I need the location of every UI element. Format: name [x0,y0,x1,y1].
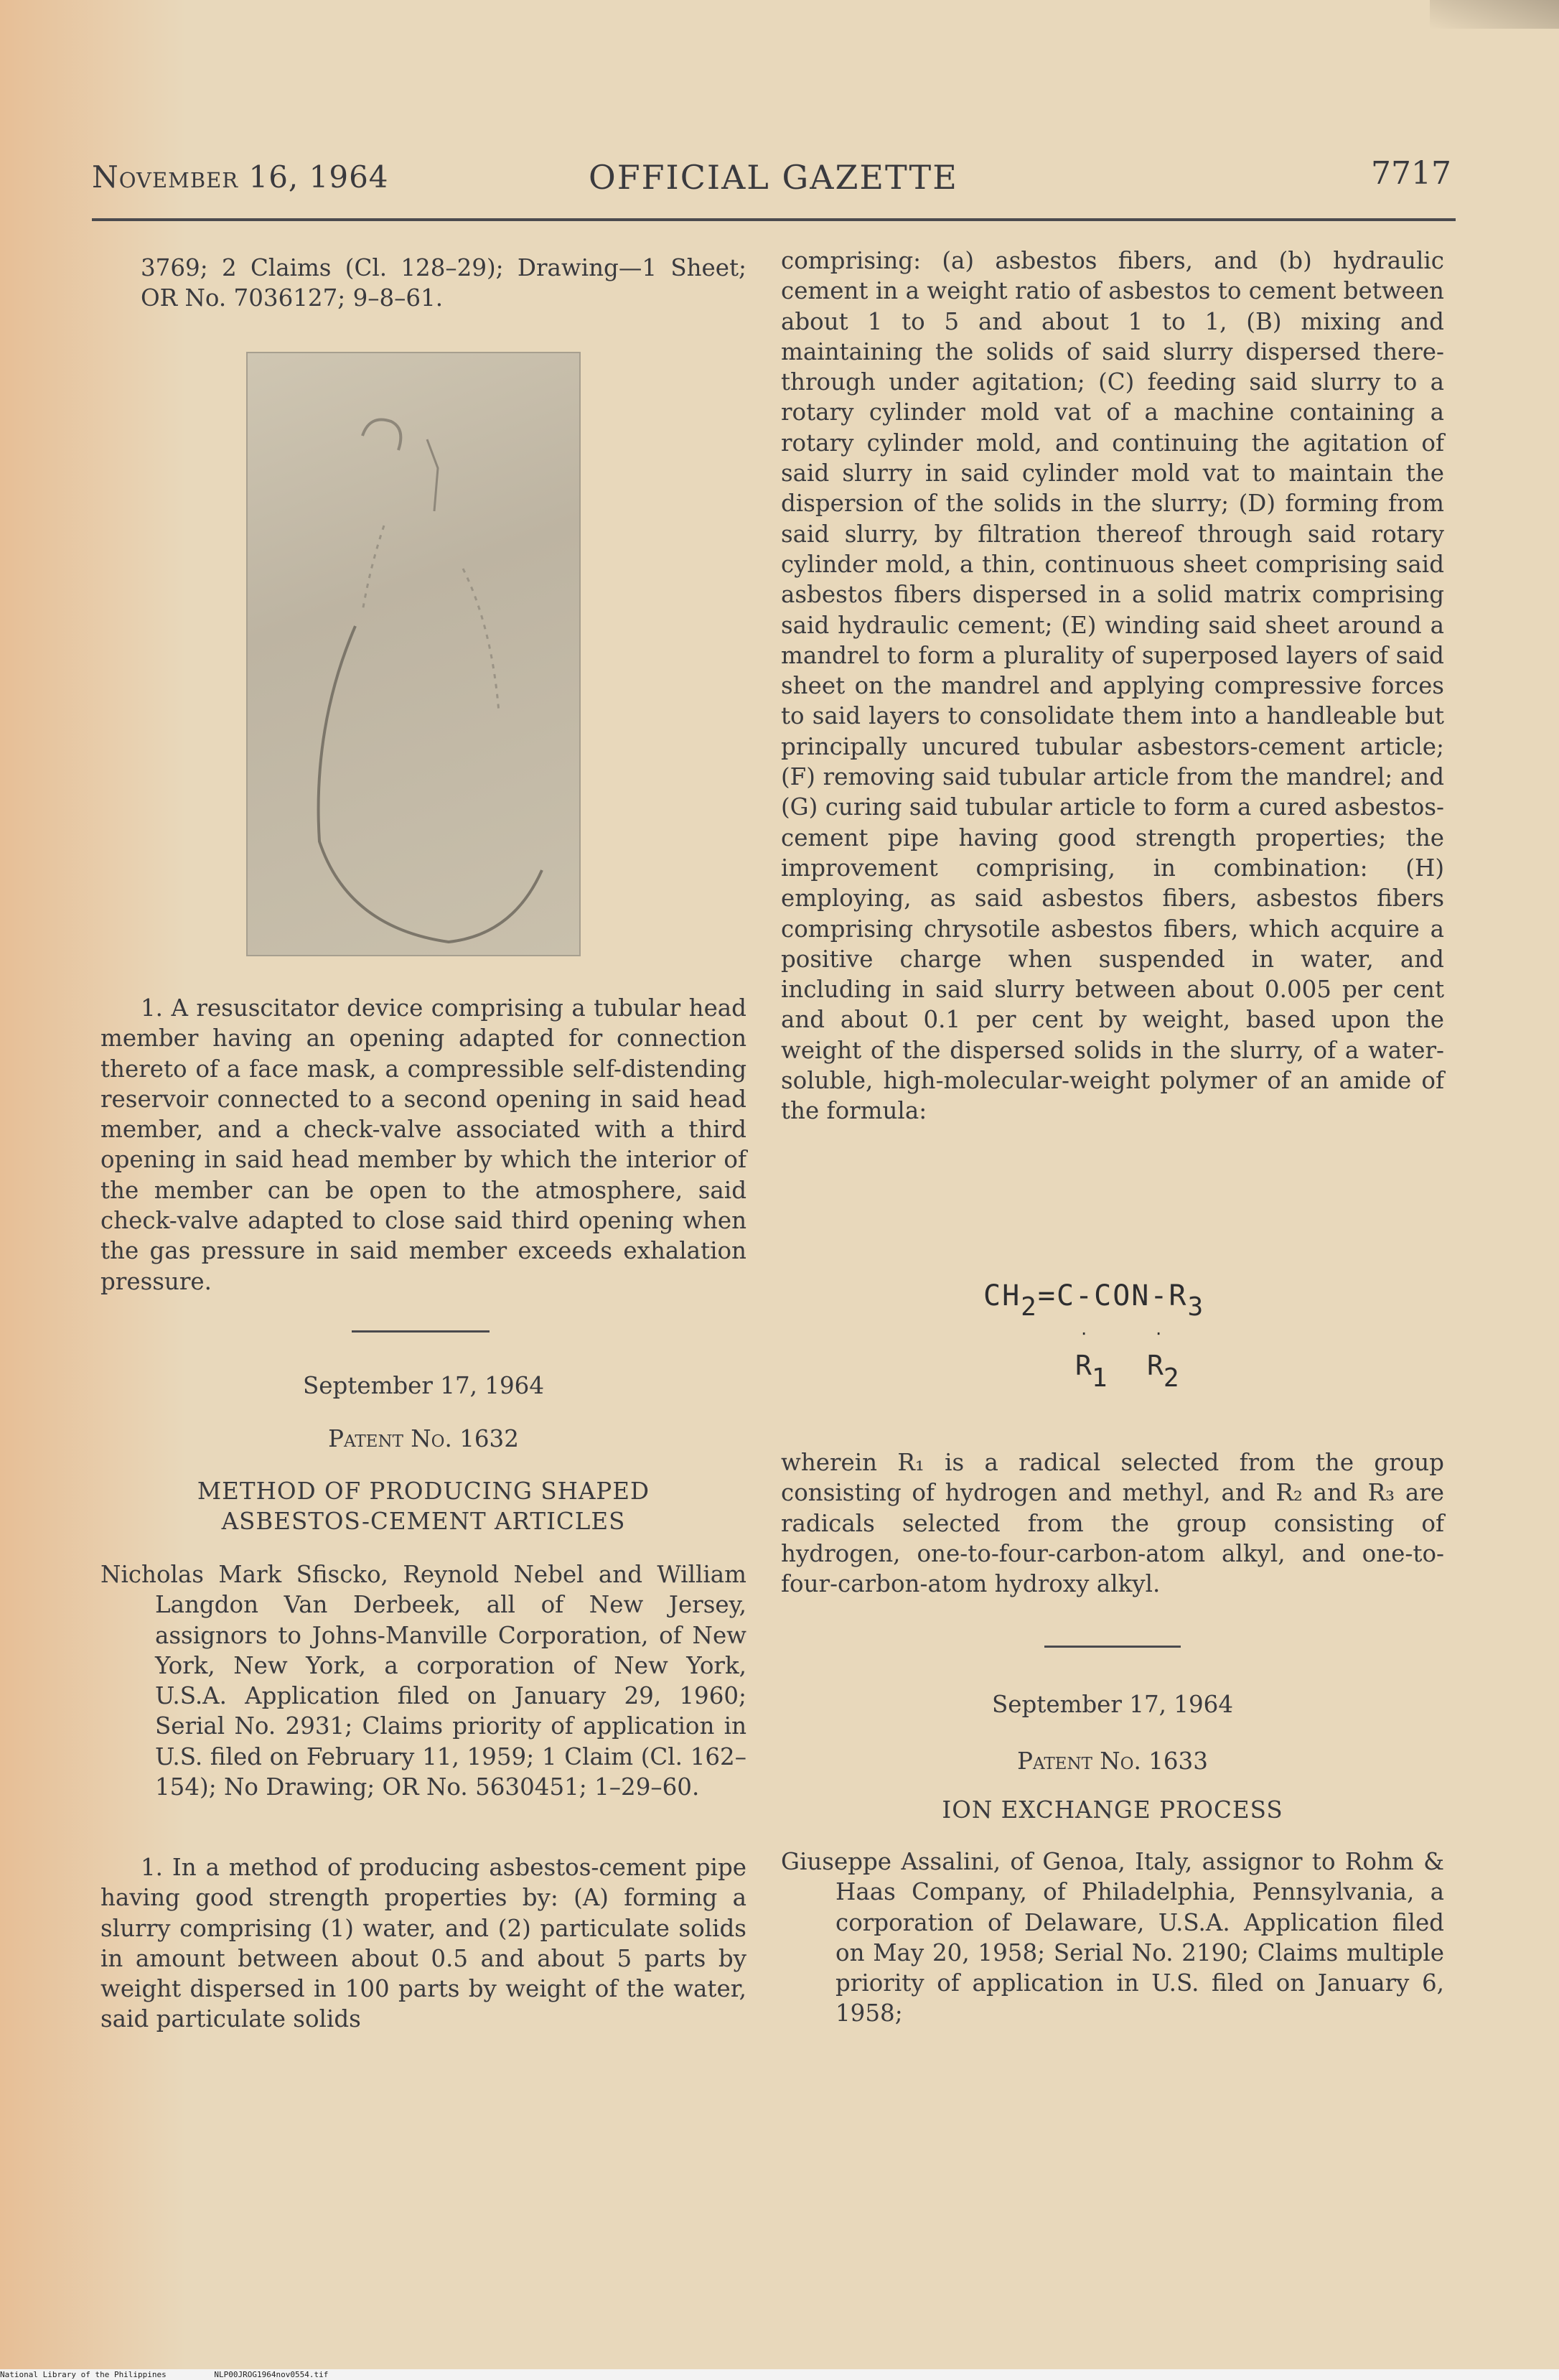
patent-1632-claim-continued: comprising: (a) asbestos fibers, and (b) hydraulic cement in a weight ratio of asbestos to cement between about 1 to 5 and about 1 to 1, (B) mixing and maintaining the solids of said slurry dispersed there-through under agitation; (C) feeding said slurry to a rotary cylinder mold vat of a machine containing a rotary cylinder mold, and continuing the agitation of said slurry in said cylinder mold vat to maintain the dispersion of the solids in the slurry; (D) forming from said slurry, by filtration thereof through said rotary cylinder mold, a thin, continuous sheet comprising said asbestos fibers dispersed in a solid matrix comprising said hydraulic cement; (E) winding said sheet around a mandrel to form a plurality of superposed layers of said sheet on the mandrel and applying compressive forces to said layers to consolidate them into a handleable but principally uncured tubular asbestors-cement article; (F) removing said tubular article from the mandrel; and (G) curing said tubular article to form a cured asbestos-cement pipe having good strength properties; the improvement comprising, in combination: (H) employing, as said asbestos fibers, asbestos fibers comprising chrysotile asbestos fibers, which acquire a positive charge when suspended in water, and including in said slurry between about 0.005 per cent and about 0.1 per cent by weight, based upon the weight of the dispersed solids in the slurry, of a water-soluble, high-molecular-weight polymer of an amide of the formula: [781,247,1444,1125]
patent-1633-title: ION EXCHANGE PROCESS [942,1796,1283,1824]
page-header [0,155,1559,210]
patent-1632-title: METHOD OF PRODUCING SHAPED ASBESTOS-CEMENT ARTICLES [197,1478,650,1536]
formula-r2: R2 [1147,1350,1179,1393]
formula-ch: CH [983,1279,1021,1312]
footer-file: NLP00JROG1964nov0554.tif [214,2370,329,2379]
patent-1632-title-block [158,1476,689,1537]
patent-1633-date: September 17, 1964 [991,1691,1234,1718]
patent-1632-number: Patent No. 1632 [328,1425,519,1452]
wherein-clause-block [781,1447,1444,1599]
patent-1633-title-block [781,1795,1444,1825]
formula-main-line [983,1279,1205,1322]
wherein-clause: wherein R₁ is a radical selected from the group consisting of hydrogen and methyl, and R₂ and R₃ are radicals selected from the group consisting of hydrogen, one-to-four-carbon-atom alkyl, and one-to-four-carbon-atom hydroxy alkyl. [781,1449,1444,1598]
header-rule [92,218,1456,221]
patent-1632-claim-block [100,1852,746,2035]
patent-1632-inventors: Nicholas Mark Sfiscko, Reynold Nebel and William Langdon Van Derbeek, all of New Jersey, assignors to Johns-Manville Corporation, of New York, New York, a corporation of New York, U.S.A. Application filed on January 29, 1960; Serial No. 2931; Claims priority of application in U.S. filed on February 11, 1959; 1 Claim (Cl. 162–154); No Drawing; OR No. 5630451; 1–29–60. [100,1561,746,1801]
footer-library: National Library of the Philippines [0,2370,167,2379]
patent-1632-claim-continued-block [781,246,1444,1126]
patent-1633-number: Patent No. 1633 [1017,1747,1208,1775]
patent-1633-inventors: Giuseppe Assalini, of Genoa, Italy, assignor to Rohm & Haas Company, of Philadelphia, Pennsylvania, a corporation of Delaware, U.S.A. Application filed on May 20, 1958; Serial No. 2190; Claims multiple priority of application in U.S. filed on January 6, 1958; [781,1848,1444,2027]
formula-bond-2: ‧ [1156,1324,1162,1345]
formula-bond-1: ‧ [1081,1324,1087,1345]
header-page-number: 7717 [1371,155,1451,192]
patent-1632-claim-start: 1. In a method of producing asbestos-cement pipe having good strength properties by: (A) forming a slurry comprising (1) water, and (2) particulate solids in amount between about 0.5 and about 5 parts by weight dispersed in 100 parts by weight of the water, said particulate solids [100,1854,746,2033]
drawing-sketch [248,353,579,955]
formula-r1: R1 [1075,1350,1108,1393]
formula-r3-sub: 3 [1187,1292,1205,1322]
patent-1632-date: September 17, 1964 [302,1372,545,1399]
formula-ch-sub: 2 [1021,1292,1038,1322]
patent-drawing-figure [246,352,581,956]
section-divider-left [352,1330,490,1333]
patent-1632-number-block [100,1424,746,1454]
prev-patent-claim [100,993,746,1297]
header-date: November 16, 1964 [92,159,389,195]
patent-1633-date-block [781,1689,1444,1719]
prev-patent-tail [141,253,746,314]
patent-1633-number-block [781,1746,1444,1776]
scan-footer [0,2369,1559,2380]
page-corner-shadow [1430,0,1559,29]
section-divider-right [1044,1646,1181,1648]
patent-1632-inventors-block [100,1559,746,1802]
prev-patent-tail-text: 3769; 2 Claims (Cl. 128–29); Drawing—1 Sheet; OR No. 7036127; 9–8–61. [141,254,746,312]
prev-claim-text: 1. A resuscitator device comprising a tubular head member having an opening adapted for connection thereto of a face mask, a compressible self-distending reservoir connected to a second opening in said head member, and a check-valve associated with a third opening in said head member by which the interior of the member can be open to the atmosphere, said check-valve adapted to close said third opening when the gas pressure in said member exceeds exhalation pressure. [100,994,746,1295]
amide-formula [983,1279,1299,1401]
patent-1633-inventors-block [781,1847,1444,2029]
formula-chain: =C-CON-R [1037,1279,1188,1312]
patent-1632-date-block [100,1371,746,1401]
header-title: OFFICIAL GAZETTE [589,158,958,197]
